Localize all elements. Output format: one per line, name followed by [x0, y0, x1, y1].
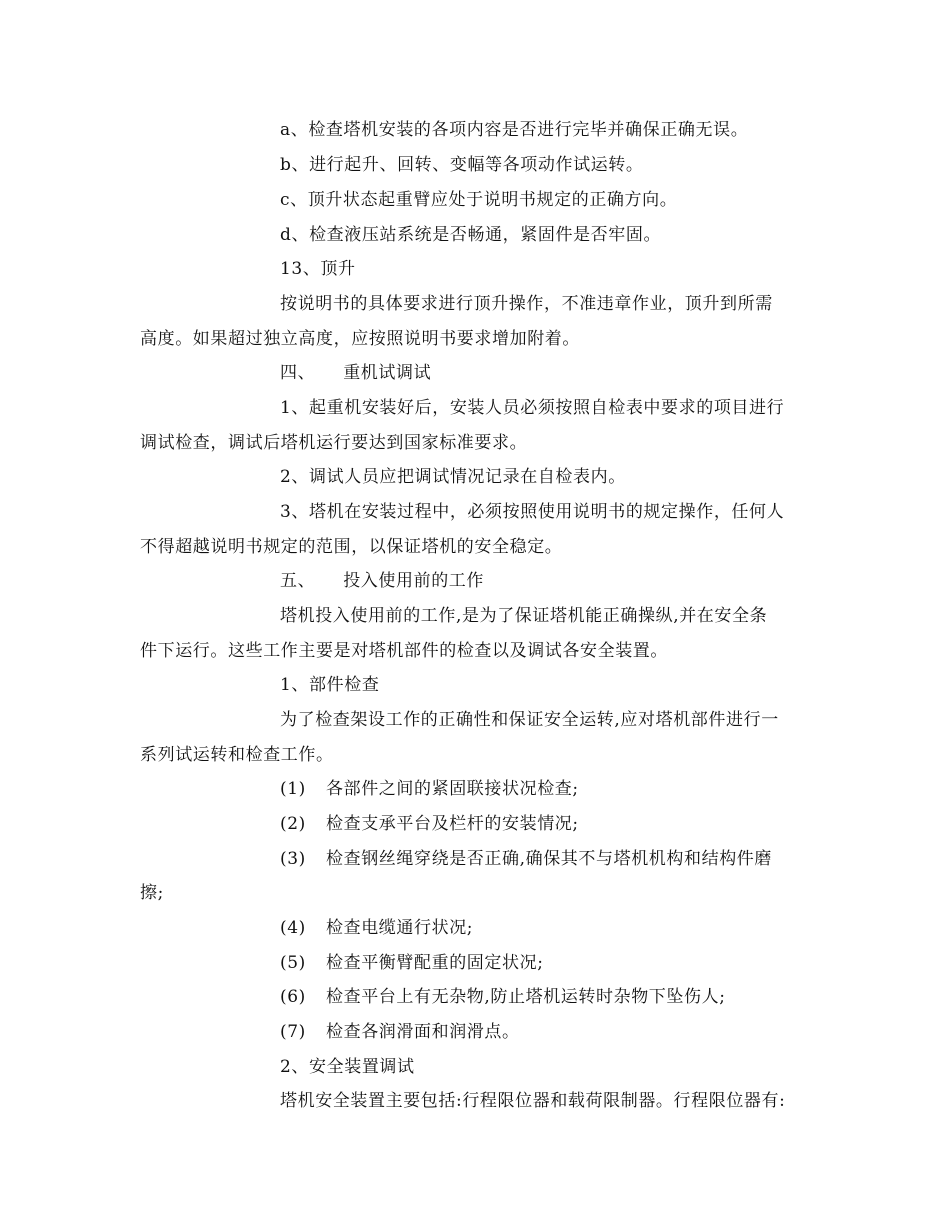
check-item-2-text: 检查支承平台及栏杆的安装情况; — [326, 814, 579, 834]
section-4-item3-line1: 3、塔机在安装过程中，必须按照使用说明书的规定操作，任何人 — [280, 502, 785, 522]
check-item-6 — [280, 985, 726, 1009]
section-4-heading — [280, 361, 431, 385]
check-item-7-text: 检查各润滑面和润滑点。 — [326, 1022, 520, 1042]
section-5-number: 五、 — [280, 571, 316, 591]
section-4-number: 四、 — [280, 363, 316, 383]
subsection-1-para-line2: 系列试运转和检查工作。 — [140, 745, 334, 765]
section-13-para-line2: 高度。如果超过独立高度，应按照说明书要求增加附着。 — [140, 329, 580, 349]
subsection-1-para-line1: 为了检查架设工作的正确性和保证安全运转,应对塔机部件进行一 — [280, 710, 779, 730]
check-item-5-text: 检查平衡臂配重的固定状况; — [326, 953, 544, 973]
subsection-2-heading: 2、安全装置调试 — [280, 1057, 415, 1077]
check-item-3-number: (3) — [280, 849, 306, 869]
check-item-2-number: (2) — [280, 814, 306, 834]
item-d: d、检查液压站系统是否畅通，紧固件是否牢固。 — [280, 225, 662, 245]
section-4-item1-line2: 调试检查，调试后塔机运行要达到国家标准要求。 — [140, 433, 528, 453]
check-item-3-continuation: 擦; — [140, 883, 164, 903]
section-5-heading — [280, 569, 484, 593]
check-item-1-number: (1) — [280, 779, 306, 799]
item-b: b、进行起升、回转、变幅等各项动作试运转。 — [280, 155, 644, 175]
check-item-3 — [280, 847, 772, 871]
check-item-1-text: 各部件之间的紧固联接状况检查; — [326, 779, 579, 799]
section-4-item2: 2、调试人员应把调试情况记录在自检表内。 — [280, 467, 626, 487]
section-4-title: 重机试调试 — [343, 363, 432, 383]
check-item-7 — [280, 1020, 520, 1044]
item-c: c、顶升状态起重臂应处于说明书规定的正确方向。 — [280, 190, 678, 210]
section-5-para-line2: 件下运行。这些工作主要是对塔机部件的检查以及调试各安全装置。 — [140, 641, 668, 661]
check-item-4 — [280, 916, 473, 940]
section-5-title: 投入使用前的工作 — [343, 571, 485, 591]
subsection-2-para-line1: 塔机安全装置主要包括:行程限位器和载荷限制器。行程限位器有: — [280, 1091, 786, 1111]
item-a: a、检查塔机安装的各项内容是否进行完毕并确保正确无误。 — [280, 120, 749, 140]
section-13-para-line1: 按说明书的具体要求进行顶升操作，不准违章作业，顶升到所需 — [280, 294, 773, 314]
subsection-1-heading: 1、部件检查 — [280, 675, 380, 695]
check-item-1 — [280, 777, 579, 801]
section-13-heading: 13、顶升 — [280, 259, 356, 279]
check-item-7-number: (7) — [280, 1022, 306, 1042]
check-item-6-text: 检查平台上有无杂物,防止塔机运转时杂物下坠伤人; — [326, 987, 726, 1007]
check-item-4-text: 检查电缆通行状况; — [326, 918, 474, 938]
check-item-6-number: (6) — [280, 987, 306, 1007]
section-5-para-line1: 塔机投入使用前的工作,是为了保证塔机能正确操纵,并在安全条 — [280, 606, 768, 626]
check-item-3-text: 检查钢丝绳穿绕是否正确,确保其不与塔机机构和结构件磨 — [326, 849, 773, 869]
check-item-5-number: (5) — [280, 953, 306, 973]
check-item-5 — [280, 951, 544, 975]
check-item-4-number: (4) — [280, 918, 306, 938]
section-4-item1-line1: 1、起重机安装好后，安装人员必须按照自检表中要求的项目进行 — [280, 398, 785, 418]
section-4-item3-line2: 不得超越说明书规定的范围，以保证塔机的安全稳定。 — [140, 537, 563, 557]
check-item-2 — [280, 812, 579, 836]
